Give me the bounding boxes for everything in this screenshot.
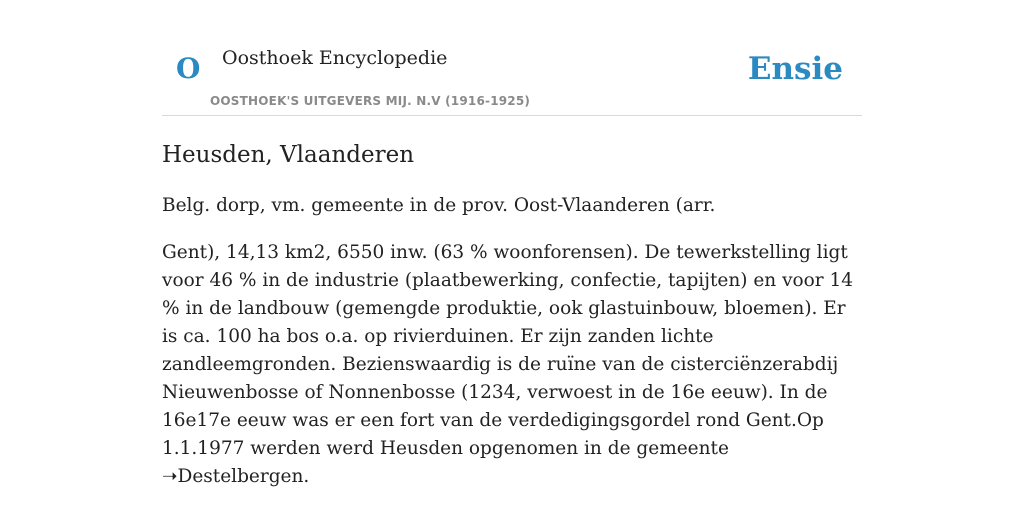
entry-paragraph-2 (162, 239, 862, 491)
header (162, 0, 862, 116)
entry-paragraph-1: Belg. dorp, vm. gemeente in de prov. Oost-Vlaanderen (arr. (162, 195, 716, 216)
entry-paragraph-2-text: Gent), 14,13 km2, 6550 inw. (63 % woonforensen). De tewerkstelling ligt voor 46 % in de industrie (plaatbewerking, confectie, tapijten) en voor 14 % in de landbouw (gemengde produktie, ook glastuinbouw, bloemen). Er is ca. 100 ha bos o.a. op rivierduinen. Er zijn zanden lichte zandleemgronden. Bezienswaardig is de ruïne van de cisterciënzerabdij Nieuwenbosse of Nonnenbosse (1234, verwoest in de 16e eeuw). In de 16e17e eeuw was er een fort van de verdedigingsgordel rond Gent.Op 1.1.1977 werden werd Heusden opgenomen in de gemeente (162, 242, 854, 459)
destelbergen-link[interactable]: ➝Destelbergen (162, 466, 304, 487)
entry-paragraph-2-end: . (303, 466, 310, 487)
entry-title: Heusden, Vlaanderen (162, 142, 415, 168)
publication-subtitle: OOSTHOEK'S UITGEVERS MIJ. N.V (1916-1925) (210, 94, 531, 108)
ensie-logo[interactable]: Ensie (747, 51, 843, 87)
publication-title[interactable]: Oosthoek Encyclopedie (222, 47, 448, 69)
publication-logo[interactable]: O (176, 52, 201, 85)
page-container (162, 0, 862, 487)
